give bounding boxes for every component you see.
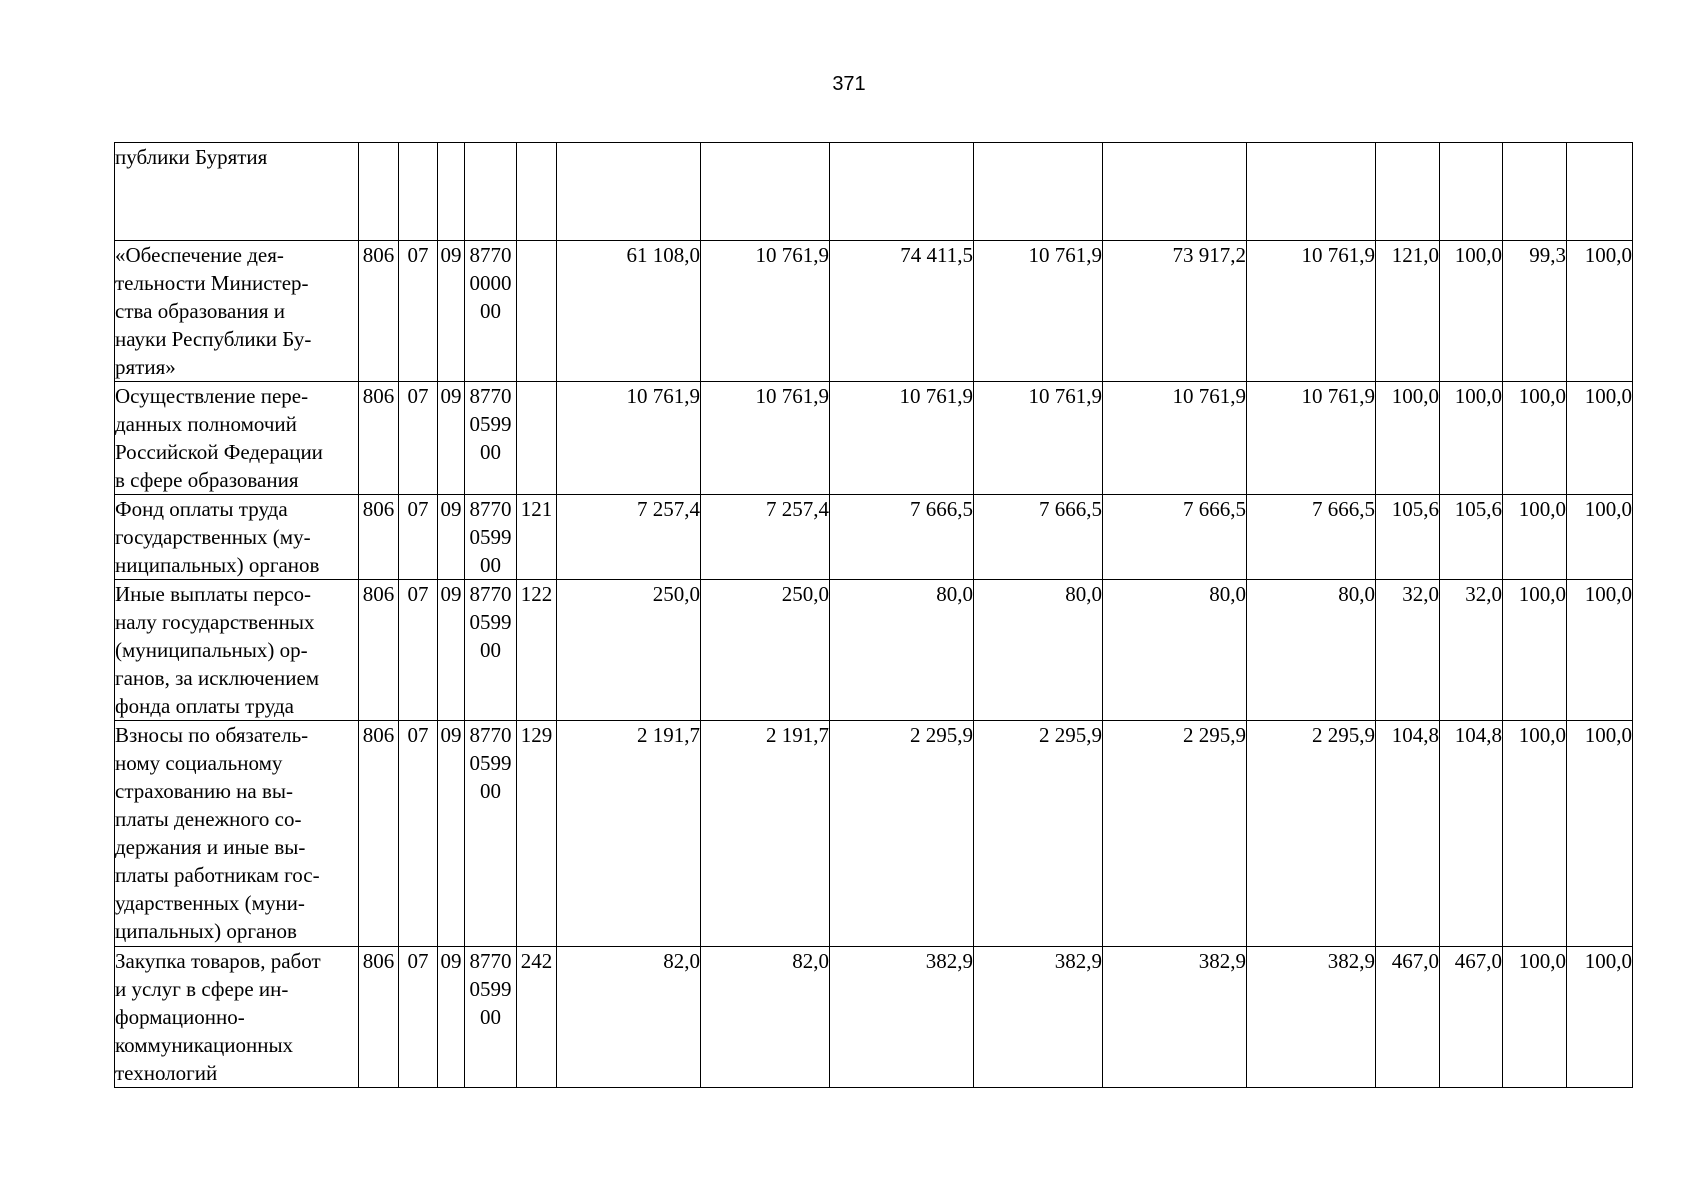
value-cell: 10 761,9 [701,241,830,382]
value-cell: 100,0 [1567,382,1633,495]
value-cell: 10 761,9 [1103,382,1247,495]
value-cell: 100,0 [1440,382,1503,495]
value-cell: 10 761,9 [1247,382,1376,495]
budget-table [114,142,1633,1088]
value-cell: 7 666,5 [1247,495,1376,580]
subsection-code-cell: 09 [438,241,465,382]
admin-code-cell: 806 [359,495,399,580]
value-cell: 10 761,9 [1247,241,1376,382]
row-name-cell: Осуществление пере- данных полномочий Российской Федерации в сфере образования [115,382,359,495]
value-cell: 100,0 [1376,382,1440,495]
value-cell [1103,143,1247,241]
section-code-cell: 07 [399,721,438,947]
target-code-cell: 8770 0000 00 [465,241,517,382]
value-cell: 100,0 [1567,947,1633,1088]
expense-type-cell [517,143,557,241]
table-row [115,580,1633,721]
expense-type-cell: 242 [517,947,557,1088]
value-cell [701,143,830,241]
value-cell: 80,0 [830,580,974,721]
value-cell: 7 666,5 [974,495,1103,580]
value-cell: 32,0 [1440,580,1503,721]
value-cell: 100,0 [1503,580,1567,721]
table-row [115,947,1633,1088]
value-cell: 121,0 [1376,241,1440,382]
value-cell: 7 666,5 [830,495,974,580]
expense-type-cell: 121 [517,495,557,580]
value-cell: 105,6 [1440,495,1503,580]
value-cell: 100,0 [1440,241,1503,382]
admin-code-cell: 806 [359,947,399,1088]
section-code-cell: 07 [399,382,438,495]
value-cell: 10 761,9 [701,382,830,495]
value-cell: 2 191,7 [701,721,830,947]
table-row [115,241,1633,382]
value-cell: 10 761,9 [830,382,974,495]
section-code-cell: 07 [399,947,438,1088]
section-code-cell: 07 [399,495,438,580]
subsection-code-cell: 09 [438,947,465,1088]
expense-type-cell [517,241,557,382]
value-cell: 105,6 [1376,495,1440,580]
target-code-cell: 8770 0599 00 [465,580,517,721]
value-cell: 250,0 [557,580,701,721]
value-cell: 73 917,2 [1103,241,1247,382]
admin-code-cell [359,143,399,241]
page-number: 371 [832,73,866,95]
admin-code-cell: 806 [359,382,399,495]
value-cell: 100,0 [1567,495,1633,580]
value-cell: 32,0 [1376,580,1440,721]
value-cell [557,143,701,241]
row-name-cell: публики Бурятия [115,143,359,241]
value-cell: 100,0 [1503,721,1567,947]
value-cell: 80,0 [1103,580,1247,721]
value-cell: 382,9 [1247,947,1376,1088]
value-cell: 10 761,9 [557,382,701,495]
section-code-cell: 07 [399,580,438,721]
value-cell: 104,8 [1376,721,1440,947]
subsection-code-cell: 09 [438,382,465,495]
value-cell: 82,0 [701,947,830,1088]
value-cell: 2 295,9 [1247,721,1376,947]
target-code-cell [465,143,517,241]
value-cell [974,143,1103,241]
value-cell: 100,0 [1567,241,1633,382]
table-row [115,721,1633,947]
value-cell: 2 295,9 [1103,721,1247,947]
value-cell: 10 761,9 [974,241,1103,382]
value-cell [1567,143,1633,241]
admin-code-cell: 806 [359,721,399,947]
section-code-cell: 07 [399,241,438,382]
value-cell: 382,9 [974,947,1103,1088]
value-cell [1440,143,1503,241]
value-cell: 382,9 [1103,947,1247,1088]
value-cell: 250,0 [701,580,830,721]
value-cell: 10 761,9 [974,382,1103,495]
value-cell: 2 295,9 [830,721,974,947]
row-name-cell: Взносы по обязатель- ному социальному страхованию на вы- платы денежного со- держания и иные вы- платы работникам гос- ударственных (муни- ципальных) органов [115,721,359,947]
table-row [115,143,1633,241]
value-cell [1247,143,1376,241]
table-row [115,382,1633,495]
row-name-cell: Иные выплаты персо- налу государственных (муниципальных) ор- ганов, за исключением фонда оплаты труда [115,580,359,721]
value-cell: 467,0 [1376,947,1440,1088]
target-code-cell: 8770 0599 00 [465,721,517,947]
value-cell: 100,0 [1567,721,1633,947]
value-cell: 100,0 [1503,495,1567,580]
target-code-cell: 8770 0599 00 [465,382,517,495]
value-cell: 100,0 [1503,382,1567,495]
value-cell: 61 108,0 [557,241,701,382]
subsection-code-cell: 09 [438,721,465,947]
row-name-cell: «Обеспечение дея- тельности Министер- ства образования и науки Республики Бу- рятия» [115,241,359,382]
value-cell: 382,9 [830,947,974,1088]
subsection-code-cell: 09 [438,580,465,721]
target-code-cell: 8770 0599 00 [465,947,517,1088]
section-code-cell [399,143,438,241]
value-cell: 7 666,5 [1103,495,1247,580]
table-row [115,495,1633,580]
value-cell: 467,0 [1440,947,1503,1088]
value-cell: 80,0 [974,580,1103,721]
value-cell: 7 257,4 [557,495,701,580]
value-cell [1503,143,1567,241]
value-cell [830,143,974,241]
row-name-cell: Фонд оплаты труда государственных (му- ниципальных) органов [115,495,359,580]
subsection-code-cell: 09 [438,495,465,580]
value-cell [1376,143,1440,241]
expense-type-cell: 129 [517,721,557,947]
value-cell: 99,3 [1503,241,1567,382]
table-body [115,143,1633,1088]
value-cell: 2 295,9 [974,721,1103,947]
target-code-cell: 8770 0599 00 [465,495,517,580]
row-name-cell: Закупка товаров, работ и услуг в сфере ин- формационно- коммуникационных технологий [115,947,359,1088]
value-cell: 80,0 [1247,580,1376,721]
subsection-code-cell [438,143,465,241]
value-cell: 7 257,4 [701,495,830,580]
value-cell: 2 191,7 [557,721,701,947]
value-cell: 100,0 [1567,580,1633,721]
expense-type-cell: 122 [517,580,557,721]
value-cell: 74 411,5 [830,241,974,382]
value-cell: 104,8 [1440,721,1503,947]
admin-code-cell: 806 [359,241,399,382]
value-cell: 100,0 [1503,947,1567,1088]
expense-type-cell [517,382,557,495]
admin-code-cell: 806 [359,580,399,721]
value-cell: 82,0 [557,947,701,1088]
